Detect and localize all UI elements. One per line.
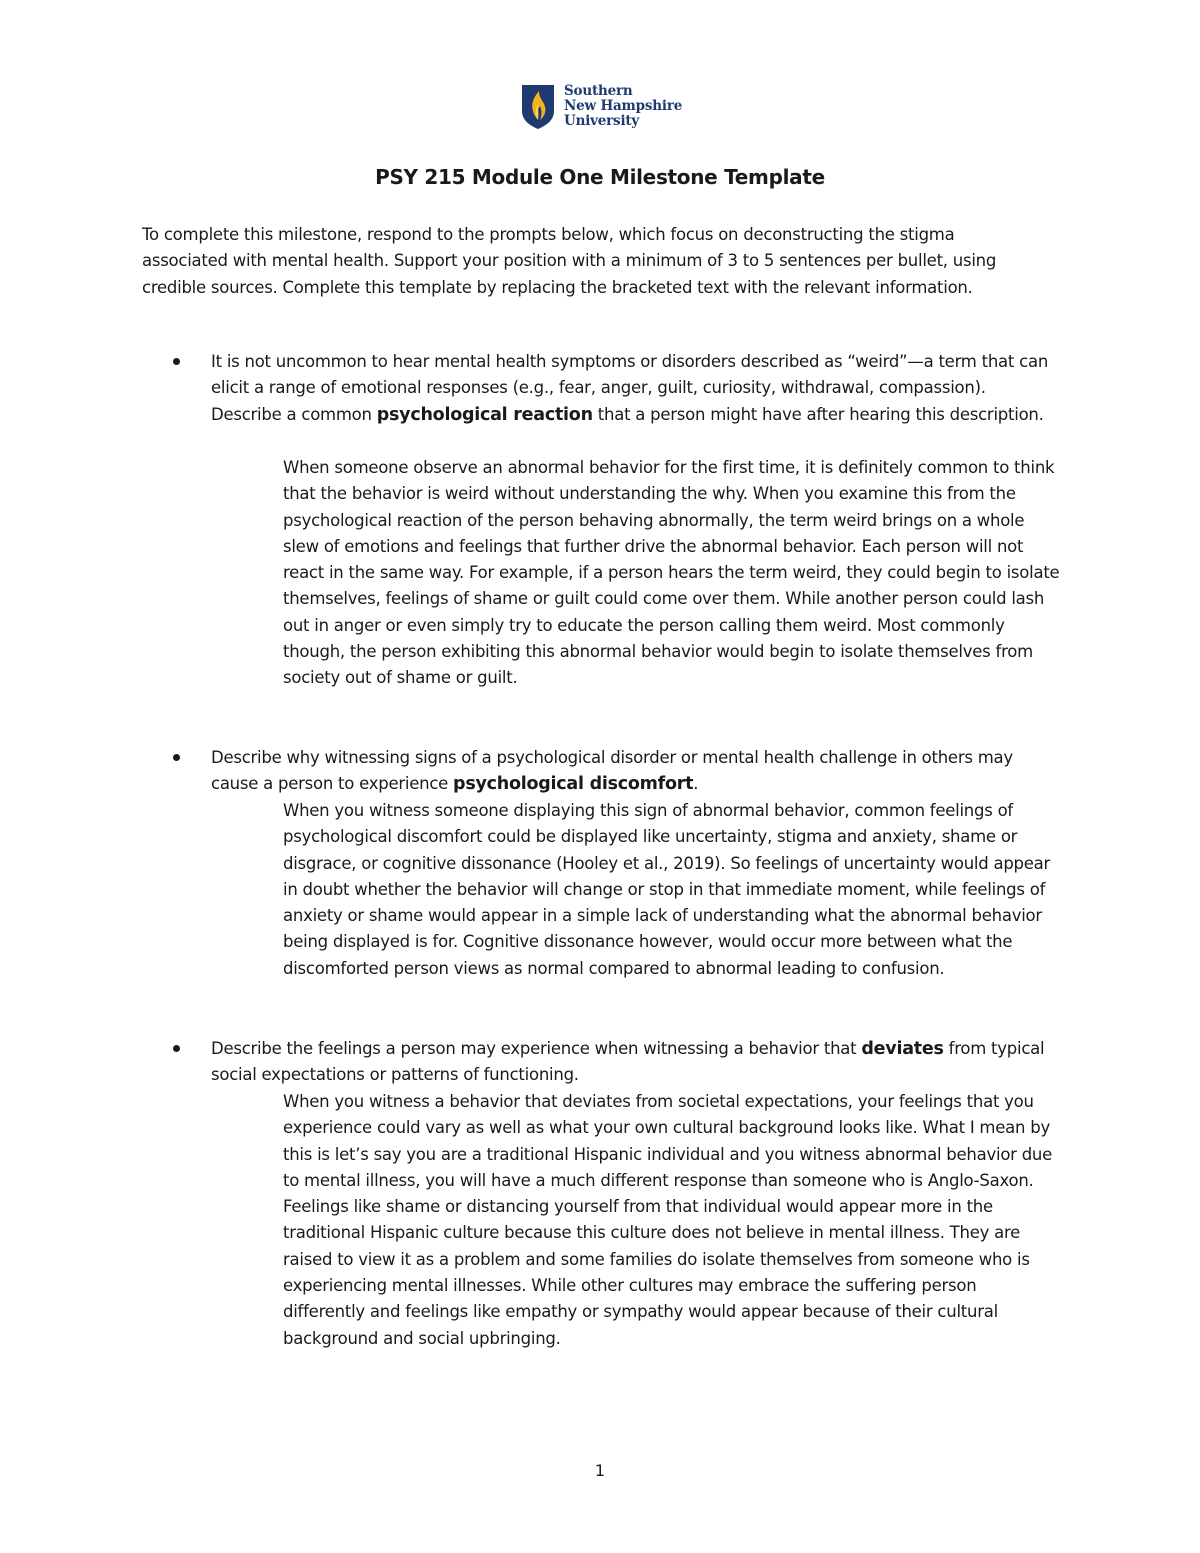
- prompt-3: [211, 1036, 1061, 1089]
- prompt-2-text: Describe why witnessing signs of a psychological disorder or mental health challenge in others may cause a person to experience: [211, 748, 1013, 794]
- prompt-2: [211, 745, 1061, 798]
- prompt-3-text: Describe the feelings a person may experience when witnessing a behavior that: [211, 1039, 862, 1058]
- prompt-1: [211, 349, 1061, 428]
- prompt-2-keyword: psychological discomfort: [453, 774, 694, 795]
- bullet-3: [173, 1045, 180, 1052]
- prompt-1-text: It is not uncommon to hear mental health symptoms or disorders described as “weird”—a term that can elicit a range of emotional responses (e.g., fear, anger, guilt, curiosity, withdrawal, compassion). Describe a common: [211, 352, 1049, 424]
- prompt-1-keyword: psychological reaction: [376, 404, 593, 425]
- page-number: 1: [594, 1461, 606, 1480]
- prompt-1-text-end: that a person might have after hearing this description.: [592, 404, 1044, 424]
- answer-3: When you witness a behavior that deviates from societal expectations, your feelings that you experience could vary as well as what your own cultural background looks like. What I mean by this is let’s say you are a traditional Hispanic individual and you witness abnormal behavior due to mental illness, you will have a much different response than someone who is Anglo-Saxon. Feelings like shame or distancing yourself from that individual would appear more in the traditional Hispanic culture because this culture does not believe in mental illness. They are raised to view it as a problem and some families do isolate themselves from someone who is experiencing mental illnesses. While other cultures may embrace the suffering person differently and feelings like empathy or sympathy would appear because of their cultural background and social upbringing.: [283, 1092, 1053, 1348]
- intro-paragraph: To complete this milestone, respond to the prompts below, which focus on deconstructing the stigma associated with mental health. Support your position with a minimum of 3 to 5 sentences per bullet, using credible sources. Complete this template by replacing the bracketed text with the relevant information.: [142, 225, 997, 297]
- snhu-logo: [521, 84, 682, 130]
- logo-wordmark: [564, 84, 682, 129]
- answer-1: When someone observe an abnormal behavior for the first time, it is definitely common to think that the behavior is weird without understanding the why. When you examine this from the psychological reaction of the person behaving abnormally, the term weird brings on a whole slew of emotions and feelings that further drive the abnormal behavior. Each person will not react in the same way. For example, if a person hears the term weird, they could begin to isolate themselves, feelings of shame or guilt could come over them. While another person could lash out in anger or even simply try to educate the person calling them weird. Most commonly though, the person exhibiting this abnormal behavior would begin to isolate themselves from society out of shame or guilt.: [283, 458, 1060, 688]
- document-title: PSY 215 Module One Milestone Template: [375, 165, 825, 189]
- logo-line-1: Southern: [564, 83, 633, 99]
- flame-shield-icon: [521, 84, 555, 130]
- logo-line-3: University: [564, 113, 640, 129]
- prompt-2-text-end: .: [693, 774, 699, 794]
- prompt-3-text-end: from typical social expectations or patterns of functioning.: [211, 1039, 1045, 1085]
- logo-line-2: New Hampshire: [564, 98, 683, 114]
- prompt-3-keyword: deviates: [861, 1039, 944, 1059]
- bullet-1: [173, 358, 180, 365]
- bullet-2: [173, 754, 180, 761]
- answer-2: When you witness someone displaying this sign of abnormal behavior, common feelings of psychological discomfort could be displayed like uncertainty, stigma and anxiety, shame or disgrace, or cognitive dissonance (Hooley et al., 2019). So feelings of uncertainty would appear in doubt whether the behavior will change or stop in that immediate moment, while feelings of anxiety or shame would appear in a simple lack of understanding what the abnormal behavior being displayed is for. Cognitive dissonance however, would occur more between what the discomforted person views as normal compared to abnormal leading to confusion.: [283, 801, 1051, 978]
